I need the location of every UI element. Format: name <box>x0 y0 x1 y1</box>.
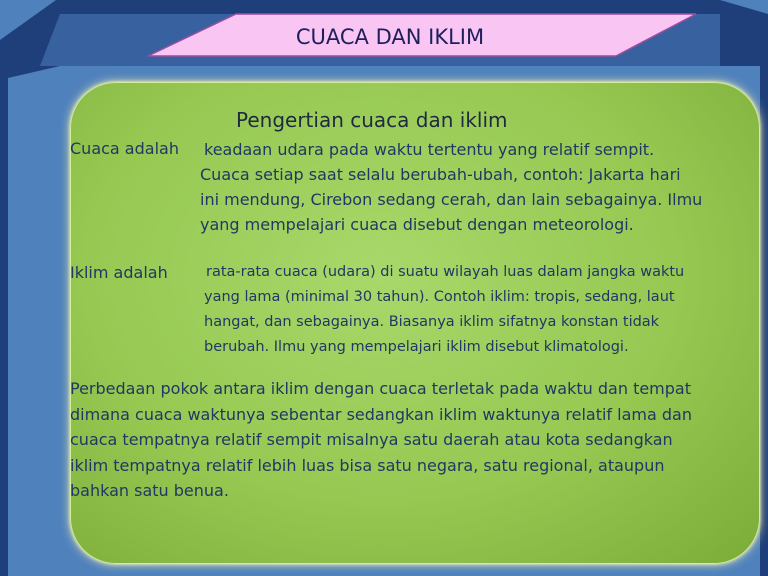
iklim-definition <box>204 260 684 360</box>
iklim-term: Iklim adalah <box>70 263 168 282</box>
cuaca-line: yang mempelajari cuaca disebut dengan meteorologi. <box>200 215 634 234</box>
slide-title: CUACA DAN IKLIM <box>295 25 485 49</box>
perbedaan-line: cuaca tempatnya relatif sempit misalnya satu daerah atau kota sedangkan <box>70 430 673 449</box>
perbedaan-line: dimana cuaca waktunya sebentar sedangkan iklim waktunya relatif lama dan <box>70 404 692 424</box>
section-heading: Pengertian cuaca dan iklim <box>236 108 508 132</box>
perbedaan-line: bahkan satu benua. <box>70 481 229 500</box>
cuaca-line: Cuaca setiap saat selalu berubah-ubah, contoh: Jakarta hari <box>200 165 681 184</box>
cuaca-line: ini mendung, Cirebon sedang cerah, dan lain sebagainya. Ilmu <box>200 190 703 209</box>
perbedaan-paragraph <box>70 376 750 504</box>
perbedaan-line: iklim tempatnya relatif lebih luas bisa satu negara, satu regional, ataupun <box>70 455 665 475</box>
iklim-line: rata-rata cuaca (udara) di suatu wilayah luas dalam jangka waktu <box>206 264 685 280</box>
cuaca-line: keadaan udara pada waktu tertentu yang relatif sempit. <box>204 140 655 159</box>
iklim-line: berubah. Ilmu yang mempelajari iklim disebut klimatologi. <box>204 339 629 355</box>
iklim-line: yang lama (minimal 30 tahun). Contoh iklim: tropis, sedang, laut <box>204 289 675 305</box>
iklim-line: hangat, dan sebagainya. Biasanya iklim sifatnya konstan tidak <box>204 314 660 330</box>
perbedaan-line: Perbedaan pokok antara iklim dengan cuaca terletak pada waktu dan tempat <box>70 379 691 398</box>
cuaca-definition <box>200 137 702 237</box>
cuaca-term: Cuaca adalah <box>70 139 179 158</box>
